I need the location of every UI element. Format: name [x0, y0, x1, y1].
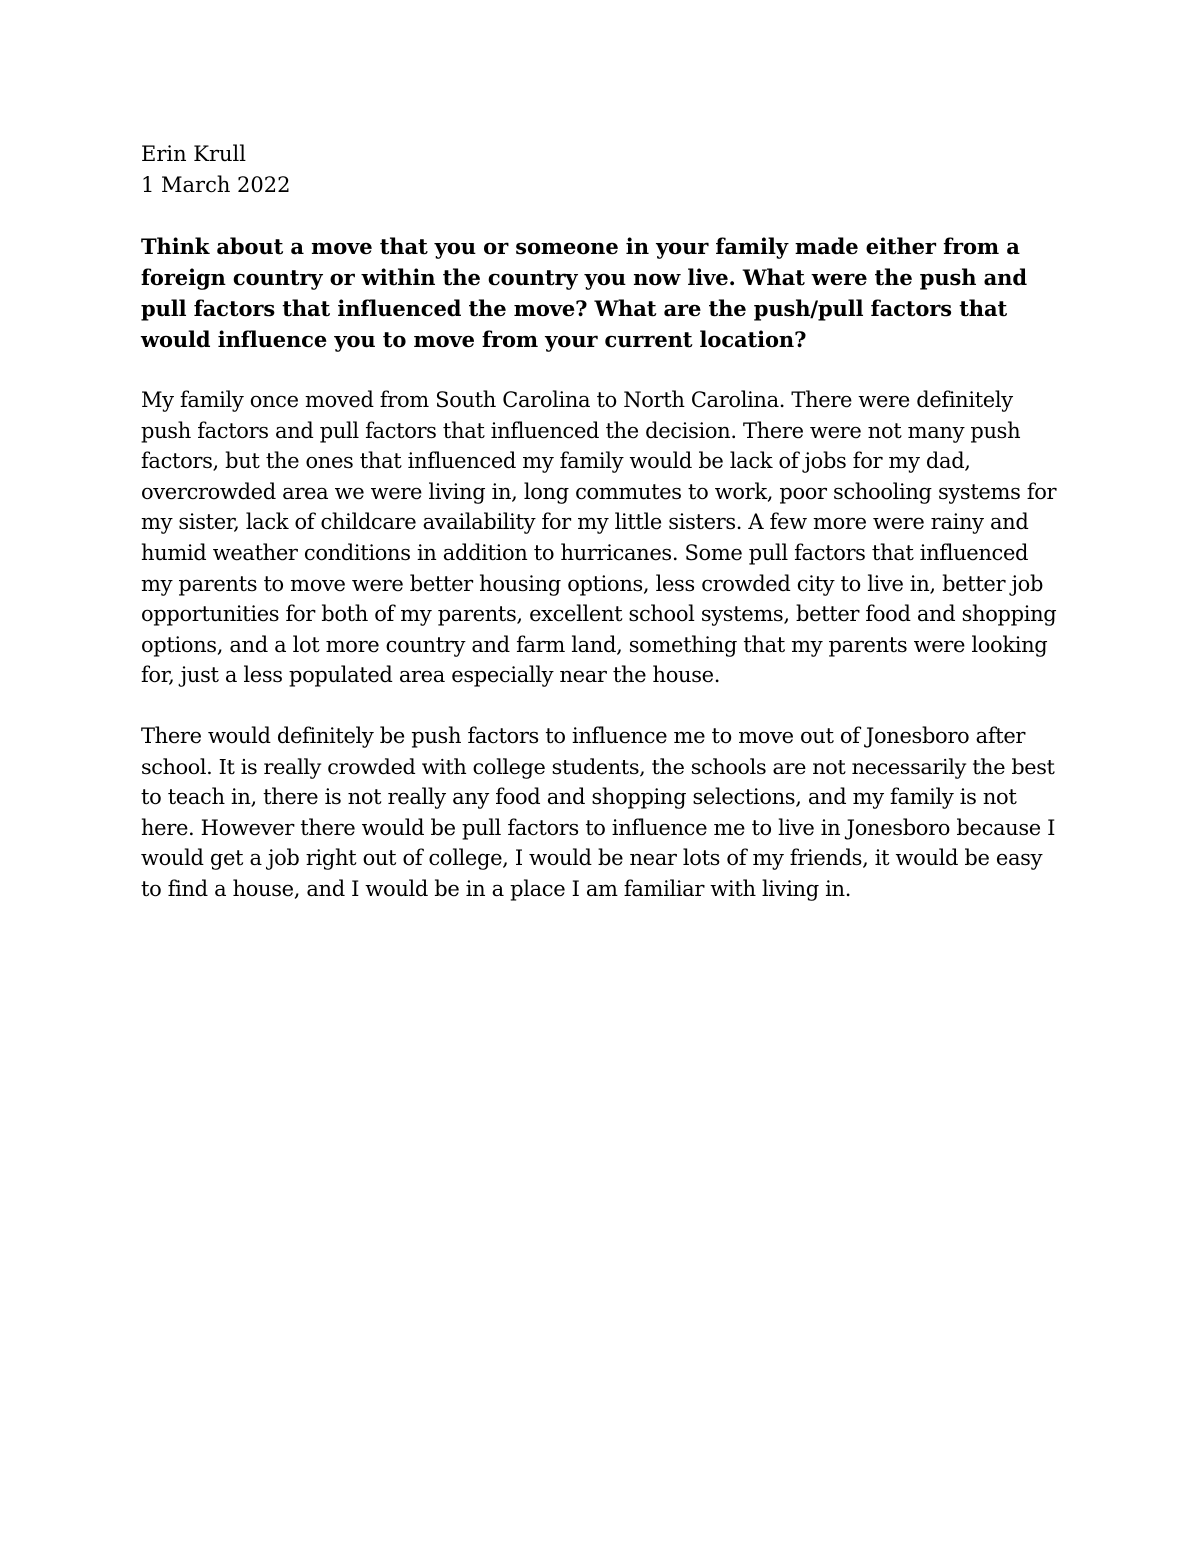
- body-paragraph-1: [141, 385, 1061, 691]
- paragraph-line: here. However there would be pull factors to influence me to live in Jonesboro because I: [141, 815, 1056, 840]
- paragraph-line: for, just a less populated area especially near the house.: [141, 663, 721, 688]
- paragraph-line: factors, but the ones that influenced my family would be lack of jobs for my dad,: [141, 449, 971, 474]
- document-date: 1 March 2022: [141, 173, 291, 197]
- prompt-line: would influence you to move from your current location?: [141, 327, 807, 352]
- paragraph-line: to find a house, and I would be in a place I am familiar with living in.: [141, 876, 852, 901]
- paragraph-line: options, and a lot more country and farm land, something that my parents were looking: [141, 632, 1048, 657]
- document-body: [141, 139, 1061, 905]
- paragraph-line: humid weather conditions in addition to hurricanes. Some pull factors that influenced: [141, 540, 1029, 565]
- prompt-line: Think about a move that you or someone in your family made either from a: [141, 234, 1020, 259]
- paragraph-line: opportunities for both of my parents, excellent school systems, better food and shopping: [141, 602, 1057, 627]
- paragraph-line: push factors and pull factors that influenced the decision. There were not many push: [141, 418, 1021, 443]
- body-paragraph-2: [141, 721, 1061, 905]
- author-name: Erin Krull: [141, 142, 246, 166]
- prompt-line: foreign country or within the country you now live. What were the push and: [141, 265, 1027, 290]
- paragraph-line: my parents to move were better housing options, less crowded city to live in, better job: [141, 571, 1044, 596]
- paragraph-line: school. It is really crowded with college students, the schools are not necessarily the best: [141, 754, 1055, 779]
- paragraph-line: There would definitely be push factors to influence me to move out of Jonesboro after: [141, 723, 1026, 748]
- paragraph-line: overcrowded area we were living in, long commutes to work, poor schooling systems for: [141, 479, 1057, 504]
- prompt-line: pull factors that influenced the move? What are the push/pull factors that: [141, 296, 1008, 321]
- paragraph-line: my sister, lack of childcare availability for my little sisters. A few more were rainy and: [141, 510, 1029, 535]
- paragraph-line: would get a job right out of college, I would be near lots of my friends, it would be easy: [141, 846, 1043, 871]
- paragraph-line: to teach in, there is not really any food and shopping selections, and my family is not: [141, 785, 1017, 810]
- paragraph-line: My family once moved from South Carolina to North Carolina. There were definitely: [141, 388, 1013, 412]
- assignment-prompt: [141, 231, 1061, 355]
